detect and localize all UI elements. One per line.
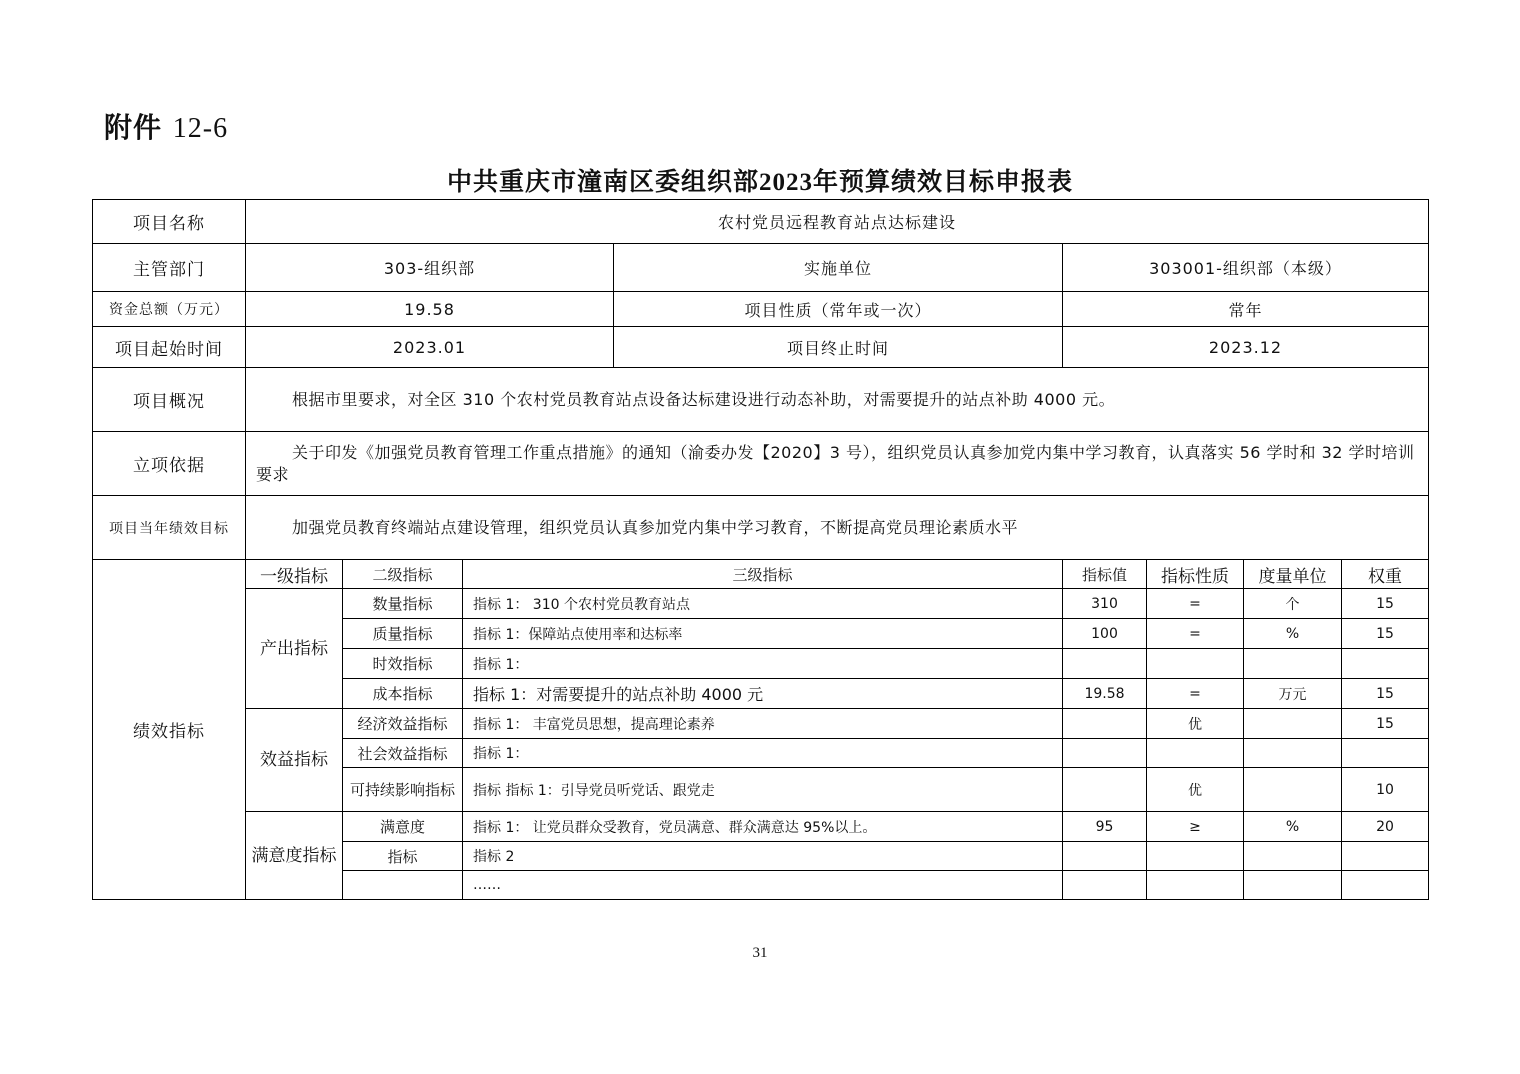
overview-label: 项目概况 bbox=[93, 368, 246, 432]
l3-cell: 指标 1： bbox=[463, 649, 1063, 679]
overview-text bbox=[246, 368, 1429, 432]
nature-cell bbox=[1147, 871, 1244, 900]
title-pre: 中共重庆市潼南区委组织部 bbox=[446, 167, 759, 196]
start-time-value: 2023.01 bbox=[246, 327, 614, 368]
basis-label: 立项依据 bbox=[93, 432, 246, 496]
header-weight: 权重 bbox=[1342, 560, 1429, 589]
unit-cell bbox=[1244, 739, 1342, 768]
unit-cell: % bbox=[1244, 619, 1342, 649]
value-cell bbox=[1063, 649, 1147, 679]
l2-cell bbox=[343, 871, 463, 900]
weight-cell: 15 bbox=[1342, 679, 1429, 709]
unit-cell: 个 bbox=[1244, 589, 1342, 619]
performance-table bbox=[92, 199, 1429, 900]
end-time-value: 2023.12 bbox=[1063, 327, 1429, 368]
attachment-prefix: 附件 bbox=[104, 111, 163, 144]
row-time bbox=[93, 327, 1429, 368]
weight-cell bbox=[1342, 871, 1429, 900]
table-row bbox=[93, 812, 1429, 842]
row-goal bbox=[93, 496, 1429, 560]
value-cell: 310 bbox=[1063, 589, 1147, 619]
table-row bbox=[93, 589, 1429, 619]
header-level2: 二级指标 bbox=[343, 560, 463, 589]
l3-cell: 指标 1：对需要提升的站点补助 4000 元 bbox=[463, 679, 1063, 709]
l2-cell: 质量指标 bbox=[343, 619, 463, 649]
group-output-name: 产出指标 bbox=[246, 589, 343, 709]
unit-cell bbox=[1244, 649, 1342, 679]
value-cell bbox=[1063, 739, 1147, 768]
unit-cell bbox=[1244, 709, 1342, 739]
table-row bbox=[93, 709, 1429, 739]
header-unit: 度量单位 bbox=[1244, 560, 1342, 589]
row-overview bbox=[93, 368, 1429, 432]
value-cell bbox=[1063, 871, 1147, 900]
nature-cell: = bbox=[1147, 589, 1244, 619]
group-satisfaction-name: 满意度指标 bbox=[246, 812, 343, 900]
funds-value: 19.58 bbox=[246, 292, 614, 327]
value-cell bbox=[1063, 842, 1147, 871]
value-cell bbox=[1063, 768, 1147, 812]
start-time-label: 项目起始时间 bbox=[93, 327, 246, 368]
title-post: 年预算绩效目标申报表 bbox=[813, 167, 1074, 196]
value-cell bbox=[1063, 709, 1147, 739]
nature-cell bbox=[1147, 739, 1244, 768]
weight-cell bbox=[1342, 739, 1429, 768]
row-funds bbox=[93, 292, 1429, 327]
value-cell: 100 bbox=[1063, 619, 1147, 649]
goal-content: 加强党员教育终端站点建设管理，组织党员认真参加党内集中学习教育，不断提高党员理论素质水平 bbox=[292, 517, 1019, 537]
attachment-number: 12-6 bbox=[172, 113, 229, 144]
l3-cell: …… bbox=[463, 871, 1063, 900]
row-basis bbox=[93, 432, 1429, 496]
l3-cell: 指标 1：保障站点使用率和达标率 bbox=[463, 619, 1063, 649]
title-year: 2023 bbox=[759, 169, 813, 196]
l3-cell: 指标 2 bbox=[463, 842, 1063, 871]
l2-cell: 指标 bbox=[343, 842, 463, 871]
nature-label: 项目性质（常年或一次） bbox=[614, 292, 1063, 327]
basis-text bbox=[246, 432, 1429, 496]
unit-cell bbox=[1244, 768, 1342, 812]
header-value: 指标值 bbox=[1063, 560, 1147, 589]
attachment-label bbox=[104, 106, 228, 146]
indicators-label: 绩效指标 bbox=[93, 560, 246, 900]
unit-cell bbox=[1244, 871, 1342, 900]
end-time-label: 项目终止时间 bbox=[614, 327, 1063, 368]
header-level1: 一级指标 bbox=[246, 560, 343, 589]
l3-cell: 指标 1： bbox=[463, 739, 1063, 768]
l2-cell: 满意度 bbox=[343, 812, 463, 842]
weight-cell bbox=[1342, 842, 1429, 871]
row-dept bbox=[93, 244, 1429, 292]
project-name-label: 项目名称 bbox=[93, 200, 246, 244]
goal-label: 项目当年绩效目标 bbox=[93, 496, 246, 560]
header-nature: 指标性质 bbox=[1147, 560, 1244, 589]
goal-text bbox=[246, 496, 1429, 560]
header-level3: 三级指标 bbox=[463, 560, 1063, 589]
basis-content: 关于印发《加强党员教育管理工作重点措施》的通知（渝委办发【2020】3 号），组织党员认真参加党内集中学习教育，认真落实 56 学时和 32 学时培训要求 bbox=[256, 442, 1415, 484]
l3-cell: 指标 指标 1：引导党员听党话、跟党走 bbox=[463, 768, 1063, 812]
l2-cell: 经济效益指标 bbox=[343, 709, 463, 739]
nature-cell bbox=[1147, 649, 1244, 679]
l3-cell: 指标 1： 让党员群众受教育，党员满意、群众满意达 95%以上。 bbox=[463, 812, 1063, 842]
row-project-name bbox=[93, 200, 1429, 244]
page-number: 31 bbox=[752, 945, 768, 961]
nature-cell: = bbox=[1147, 679, 1244, 709]
l3-cell: 指标 1： 310 个农村党员教育站点 bbox=[463, 589, 1063, 619]
weight-cell bbox=[1342, 649, 1429, 679]
impl-value: 303001-组织部（本级） bbox=[1063, 244, 1429, 292]
weight-cell: 15 bbox=[1342, 619, 1429, 649]
l2-cell: 时效指标 bbox=[343, 649, 463, 679]
dept-value: 303-组织部 bbox=[246, 244, 614, 292]
funds-label: 资金总额（万元） bbox=[93, 292, 246, 327]
unit-cell: 万元 bbox=[1244, 679, 1342, 709]
indicator-header-row bbox=[93, 560, 1429, 589]
nature-value: 常年 bbox=[1063, 292, 1429, 327]
impl-label: 实施单位 bbox=[614, 244, 1063, 292]
nature-cell: 优 bbox=[1147, 768, 1244, 812]
nature-cell: ≥ bbox=[1147, 812, 1244, 842]
l2-cell: 成本指标 bbox=[343, 679, 463, 709]
l3-cell: 指标 1： 丰富党员思想，提高理论素养 bbox=[463, 709, 1063, 739]
overview-content: 根据市里要求，对全区 310 个农村党员教育站点设备达标建设进行动态补助，对需要提升的站点补助 4000 元。 bbox=[292, 389, 1116, 409]
nature-cell: 优 bbox=[1147, 709, 1244, 739]
weight-cell: 15 bbox=[1342, 589, 1429, 619]
weight-cell: 20 bbox=[1342, 812, 1429, 842]
nature-cell bbox=[1147, 842, 1244, 871]
l2-cell: 可持续影响指标 bbox=[343, 768, 463, 812]
value-cell: 19.58 bbox=[1063, 679, 1147, 709]
weight-cell: 15 bbox=[1342, 709, 1429, 739]
nature-cell: = bbox=[1147, 619, 1244, 649]
unit-cell: % bbox=[1244, 812, 1342, 842]
l2-cell: 社会效益指标 bbox=[343, 739, 463, 768]
l2-cell: 数量指标 bbox=[343, 589, 463, 619]
weight-cell: 10 bbox=[1342, 768, 1429, 812]
dept-label: 主管部门 bbox=[93, 244, 246, 292]
project-name-value: 农村党员远程教育站点达标建设 bbox=[246, 200, 1429, 244]
value-cell: 95 bbox=[1063, 812, 1147, 842]
unit-cell bbox=[1244, 842, 1342, 871]
group-benefit-name: 效益指标 bbox=[246, 709, 343, 812]
page-title bbox=[0, 162, 1520, 198]
